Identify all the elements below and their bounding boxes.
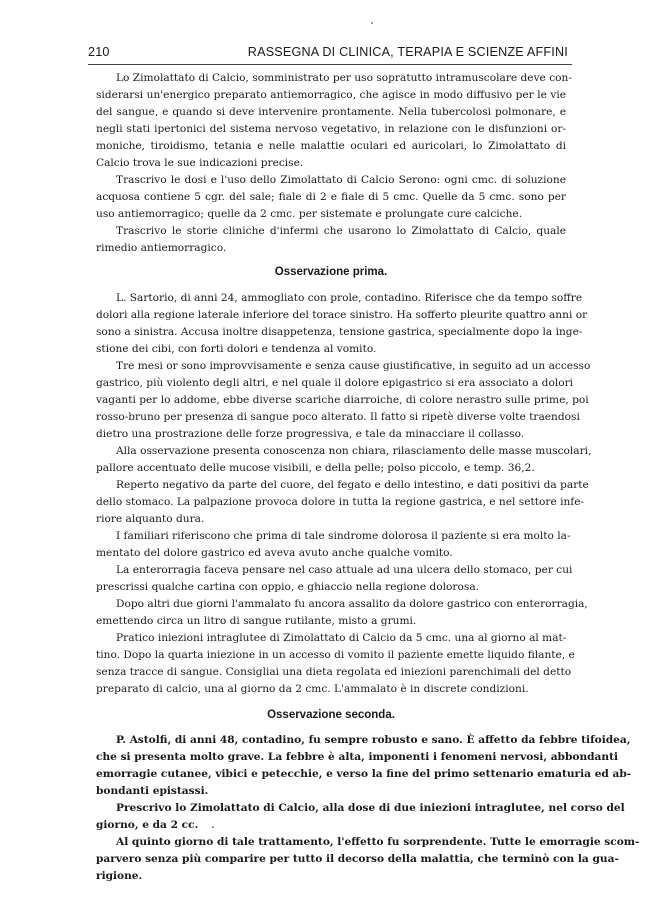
text-line: Prescrivo lo Zimolattato di Calcio, alla dose di due iniezioni intraglutee, nel corso del bbox=[116, 802, 625, 814]
text-line: rigione. bbox=[96, 870, 143, 882]
print-speck bbox=[371, 22, 373, 24]
text-line: Trascrivo le dosi e l'uso dello Zimolattato di Calcio Serono: ogni cmc. di soluzione bbox=[116, 174, 566, 186]
text-line: preparato di calcio, una al giorno da 2 cmc. L'ammalato è in discrete condizioni. bbox=[96, 683, 529, 695]
text-line: bondanti epistassi. bbox=[96, 785, 209, 797]
text-line: rosso-bruno per presenza di sangue poco alterato. Il fatto si ripetè diverse volte traendosi bbox=[96, 411, 580, 423]
text-line: parvero senza più comparire per tutto il decorso della malattia, che terminò con la gua- bbox=[96, 853, 619, 865]
text-line: dolori alla regione laterale inferiore del torace sinistro. Ha sofferto pleurite quattro anni or bbox=[96, 309, 588, 321]
text-line: La enterorragia faceva pensare nel caso attuale ad una ulcera dello stomaco, per cui bbox=[116, 564, 573, 576]
text-line: dietro una prostrazione delle forze progressiva, e tale da minacciare il collasso. bbox=[96, 428, 525, 440]
text-line: P. Astolfi, di anni 48, contadino, fu sempre robusto e sano. È affetto da febbre tifoidea, bbox=[116, 734, 631, 746]
text-line: Trascrivo le storie cliniche d'infermi che usarono lo Zimolattato di Calcio, quale bbox=[116, 225, 566, 237]
text-line: Alla osservazione presenta conoscenza non chiara, rilasciamento delle masse muscolari, bbox=[116, 445, 592, 457]
text-line: I familiari riferiscono che prima di tale sindrome dolorosa il paziente si era molto la- bbox=[116, 530, 571, 542]
section-heading: Osservazione prima. bbox=[274, 266, 388, 278]
text-line: pallore accentuato delle mucose visibili, e della pelle; polso piccolo, e temp. 36,2. bbox=[96, 462, 535, 474]
text-line: mentato del dolore gastrico ed aveva avuto anche qualche vomito. bbox=[96, 547, 453, 559]
page-number: 210 bbox=[88, 45, 110, 59]
header-rule bbox=[88, 64, 572, 65]
text-line: che si presenta molto grave. La febbre è alta, imponenti i fenomeni nervosi, abbondanti bbox=[96, 751, 619, 763]
text-line: emettendo circa un litro di sangue rutilante, misto a grumi. bbox=[96, 615, 417, 627]
text-line: del sangue, e quando si deve intervenire prontamente. Nella tubercolosi polmonare, e bbox=[96, 106, 566, 118]
text-line: Al quinto giorno di tale trattamento, l'effetto fu sorprendente. Tutte le emorragie scom- bbox=[116, 836, 640, 848]
text-line: senza tracce di sangue. Consigliai una dieta regolata ed iniezioni parenchimali del detto bbox=[96, 666, 572, 678]
text-line: prescrissi qualche cartina con oppio, e ghiaccio nella regione dolorosa. bbox=[96, 581, 479, 593]
text-line: Pratico iniezioni intraglutee di Zimolattato di Calcio da 5 cmc. una al giorno al mat- bbox=[116, 632, 567, 644]
text-line: dello stomaco. La palpazione provoca dolore in tutta la regione gastrica, e nel settore infe- bbox=[96, 496, 585, 508]
text-line: vaganti per lo addome, ebbe diverse scariche diarroiche, di colore nerastro sulle prime, poi bbox=[96, 394, 589, 406]
text-line: riore alquanto dura. bbox=[96, 513, 205, 525]
text-line: Dopo altri due giorni l'ammalato fu ancora assalito da dolore gastrico con enterorragia, bbox=[116, 598, 588, 610]
running-header bbox=[88, 45, 568, 65]
text-line: Calcio trova le sue indicazioni precise. bbox=[96, 157, 304, 169]
text-line: L. Sartorio, di anni 24, ammogliato con prole, contadino. Riferisce che da tempo soffre bbox=[116, 292, 583, 304]
text-line: Lo Zimolattato di Calcio, somministrato per uso sopratutto intramuscolare deve con- bbox=[116, 72, 572, 84]
text-line: gastrico, più violento degli altri, e nel quale il dolore epigastrico si era associato a dolori bbox=[96, 377, 574, 389]
text-line: siderarsi un'energico preparato antiemorragico, che agisce in modo diffusivo per le vie bbox=[96, 89, 566, 101]
running-title: RASSEGNA DI CLINICA, TERAPIA E SCIENZE AFFINI bbox=[247, 45, 568, 59]
text-line: uso antiemorragico; quelle da 2 cmc. per sistemate e prolungate cure calciche. bbox=[96, 208, 523, 220]
text-line: tino. Dopo la quarta iniezione in un accesso di vomito il paziente emette liquido filante, e bbox=[96, 649, 575, 661]
text-line: negli stati ipertonici del sistema nervoso vegetativo, in relazione con le disfunzioni or- bbox=[96, 123, 566, 135]
text-line: acquosa contiene 5 cgr. del sale; fiale di 2 e fiale di 5 cmc. Quelle da 5 cmc. sono per bbox=[96, 191, 566, 203]
text-line: moniche, tiroidismo, tetania e nelle malattie oculari ed auricolari, lo Zimolattato di bbox=[96, 140, 566, 152]
text-line: Reperto negativo da parte del cuore, del fegato e dello intestino, e dati positivi da parte bbox=[116, 479, 589, 491]
section-heading: Osservazione seconda. bbox=[267, 709, 395, 721]
text-line: giorno, e da 2 cc. bbox=[96, 819, 199, 831]
text-line: emorragie cutanee, vibici e petecchie, e verso la fine del primo settenario ematuria ed ab- bbox=[96, 768, 632, 780]
text-line: stione dei cibi, con forti dolori e tendenza al vomito. bbox=[96, 343, 377, 355]
text-line: Tre mesi or sono improvvisamente e senza cause giustificative, in seguito ad un accesso bbox=[116, 360, 591, 372]
text-line: rimedio antiemorragico. bbox=[96, 242, 227, 254]
text-line: sono a sinistra. Accusa inoltre disappetenza, tensione gastrica, specialmente dopo la inge- bbox=[96, 326, 583, 338]
